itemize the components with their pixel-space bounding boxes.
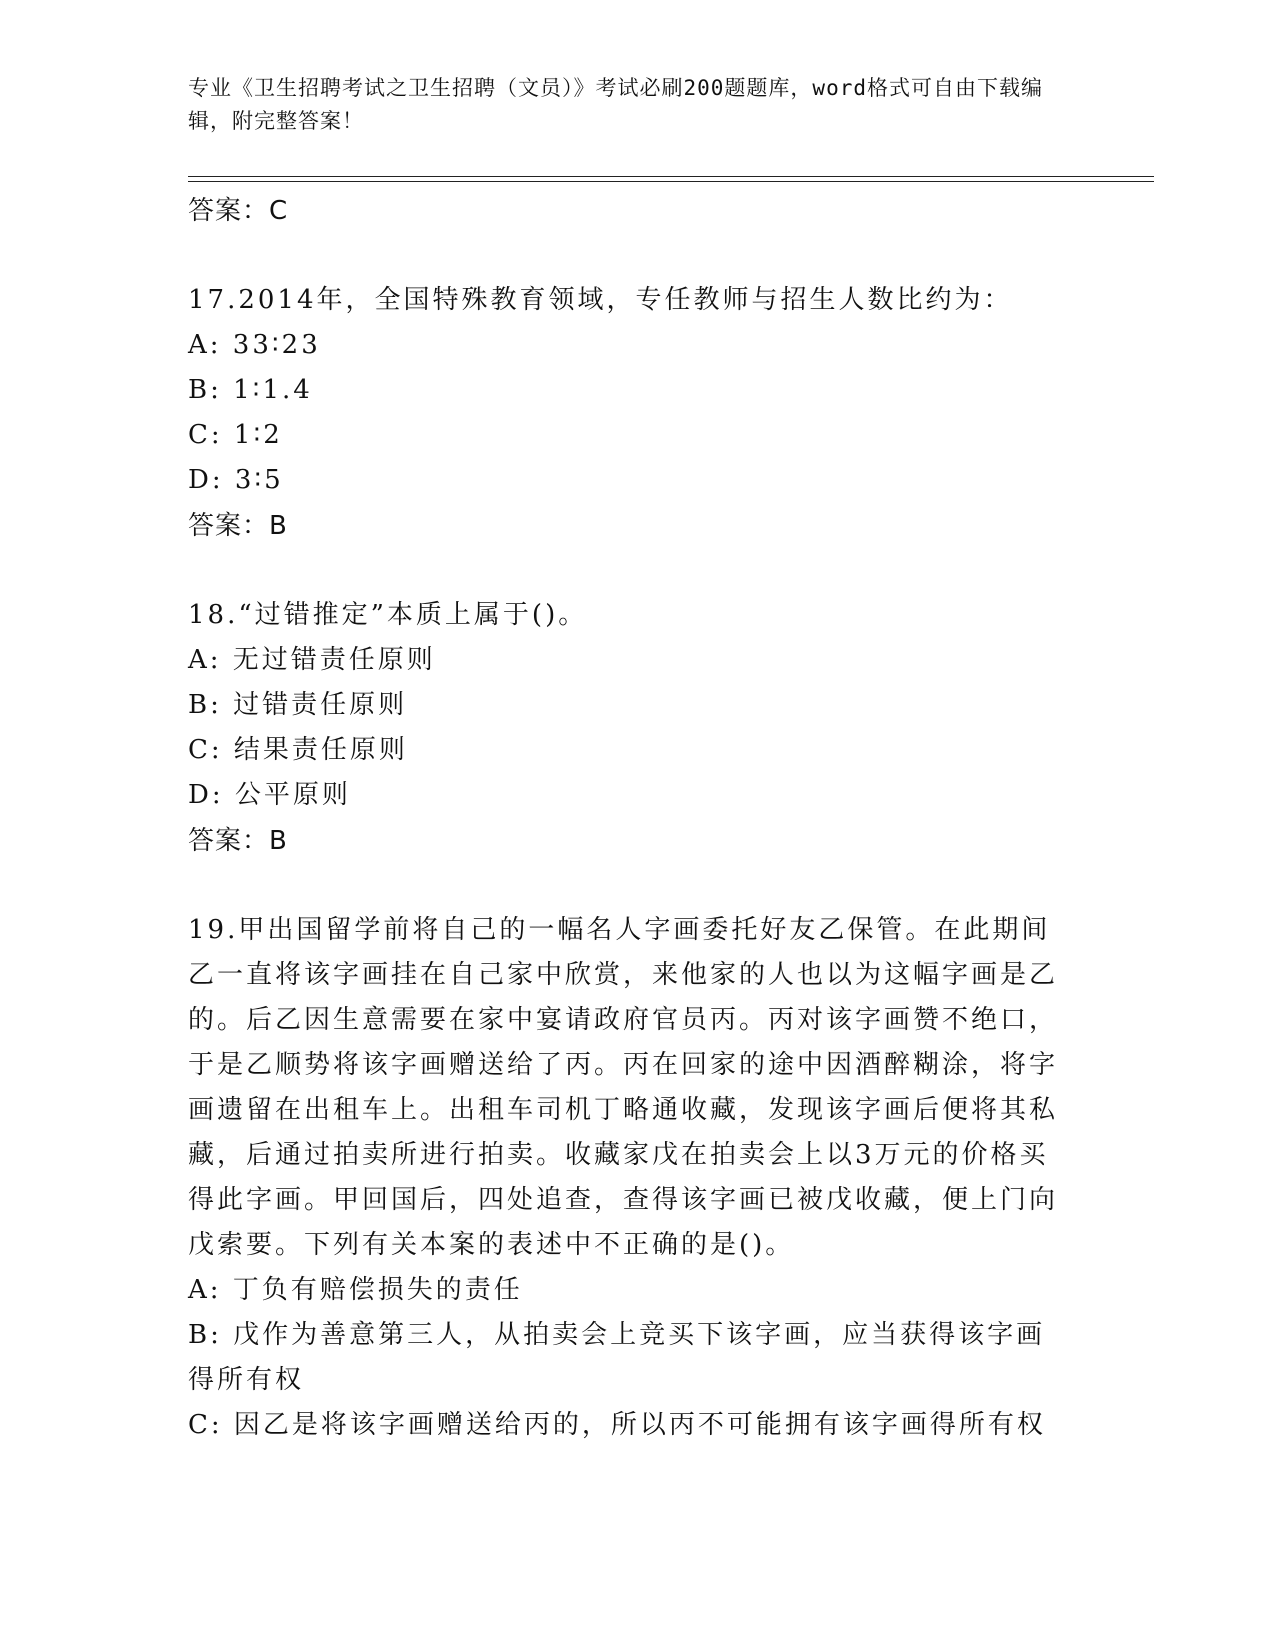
answer-line: 答案：B <box>188 511 288 541</box>
option-c: C: 1∶2 <box>188 420 283 450</box>
option-a: A: 33∶23 <box>188 330 321 360</box>
header-divider <box>188 176 1154 177</box>
option-a: A: 丁负有赔偿损失的责任 <box>188 1275 523 1305</box>
option-a: A: 无过错责任原则 <box>188 645 436 675</box>
question-block <box>188 908 1068 1448</box>
question-stem: 19.甲出国留学前将自己的一幅名人字画委托好友乙保管。在此期间乙一直将该字画挂在自己家中欣赏，来他家的人也以为这幅字画是乙的。后乙因生意需要在家中宴请政府官员丙。丙对该字画赞不绝口，于是乙顺势将该字画赠送给了丙。丙在回家的途中因酒醉糊涂，将字画遗留在出租车上。出租车司机丁略通收藏，发现该字画后便将其私藏，后通过拍卖所进行拍卖。收藏家戊在拍卖会上以3万元的价格买得此字画。甲回国后，四处追查，查得该字画已被戊收藏，便上门向戊索要。下列有关本案的表述中不正确的是()。 <box>188 915 1059 1260</box>
option-c: C: 结果责任原则 <box>188 735 408 765</box>
spacer <box>188 864 1068 908</box>
answer-line: 答案：B <box>188 826 288 856</box>
answer-line: 答案：C <box>188 196 289 226</box>
question-block <box>188 278 1068 549</box>
option-c: C: 因乙是将该字画赠送给丙的，所以丙不可能拥有该字画得所有权 <box>188 1410 1046 1440</box>
header-divider-secondary <box>188 181 1154 182</box>
option-b: B: 1∶1.4 <box>188 375 313 405</box>
option-d: D: 3∶5 <box>188 465 284 495</box>
option-d: D: 公平原则 <box>188 780 351 810</box>
spacer <box>188 549 1068 593</box>
option-b: B: 过错责任原则 <box>188 690 408 720</box>
spacer <box>188 234 1068 278</box>
question-block <box>188 593 1068 864</box>
question-stem: 18.“过错推定”本质上属于()。 <box>188 600 588 630</box>
page-header: 专业《卫生招聘考试之卫生招聘（文员）》考试必刷200题题库，word格式可自由下载编辑，附完整答案！ <box>188 76 1043 133</box>
document-body <box>188 188 1068 1448</box>
question-stem: 17.2014年，全国特殊教育领域，专任教师与招生人数比约为： <box>188 285 1013 315</box>
option-b: B: 戊作为善意第三人，从拍卖会上竞买下该字画，应当获得该字画得所有权 <box>188 1320 1046 1395</box>
